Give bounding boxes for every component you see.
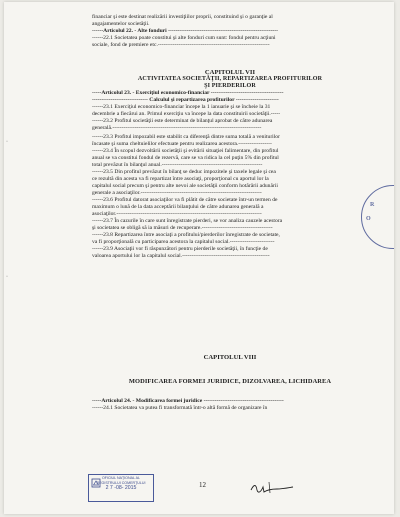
chapter-7-number: CAPITOLUL VII <box>204 69 256 76</box>
stamp-letter: R <box>370 202 375 208</box>
registry-office-line-2: REGISTRULUI COMERŢULUI <box>96 480 146 485</box>
text-line: ------23.9 Asociaţii vor fi răspunzători pentru pierderile societăţii, în funcţie de <box>92 246 268 252</box>
chapter-8-title: MODIFICAREA FORMEI JURIDICE, DIZOLVAREA, LICHIDAREA <box>128 378 332 385</box>
text-line: ------23.1 Exerciţiul economico-financiar începe la 1 ianuarie şi se încheie la 31 <box>92 104 271 110</box>
text-line: financiar şi este destinat realizării investiţiilor proprii, constituind şi o garanţie al <box>92 14 273 20</box>
text-line: ce rezultă din acesta va fi repartizat între asociaţi, proporţional cu aportul lor la <box>92 176 269 182</box>
margin-mark: · <box>6 139 8 145</box>
text-line: ------22.1 Societatea poate constitui şi alte fonduri cum sunt: fondul pentru acţiuni <box>92 35 276 41</box>
text-line: angajamentelor societăţii. <box>92 21 150 27</box>
text-line: generale a asociaţilor.----------------------------------------------------------------- <box>92 190 262 196</box>
text-line: şi societatea se obligă să ia măsuri de recuperare.-------------------------------------- <box>92 225 273 231</box>
signature-icon <box>249 478 295 498</box>
text-line: ------23.2 Profitul societăţii este determinat de bilanţul aprobat de către adunarea <box>92 118 273 124</box>
text-line: valoarea aportului lor la capitalul social.----------------------------------------------- <box>92 253 270 259</box>
registry-logo-icon <box>91 478 101 488</box>
text-line: ------Articolul 22. - Alte fonduri ----------------------------------------------------------- <box>92 28 279 34</box>
text-line: asociaţilor.------------------------------------------------------------------------------ <box>92 211 262 217</box>
registry-office-line-1: OFICIUL NAŢIONAL AL <box>101 476 141 480</box>
text-line: anual se va constitui fondul de rezervă, care se va ridica la cel puţin 5% din profitul <box>92 155 279 161</box>
text-line: generală.-------------------------------------------------------------------------------- <box>92 125 262 131</box>
text-line: ------23.5 Din profitul prevăzut în bilanţ se deduc impozitele şi taxele legale şi cea <box>92 169 276 175</box>
text-line: încasate şi suma cheltuielilor efectuate pentru realizarea acestora.------------------ <box>92 141 272 147</box>
text-line: decembrie a fiecărui an. Primul exerciţiu va începe la data constituirii societăţii.----- <box>92 111 281 117</box>
text-line: -----Articolul 24. - Modificarea formei juridice ------------------------------------------- <box>92 398 284 404</box>
registry-stamp-date: 2 7 -08- 2015 <box>105 485 137 491</box>
text-line: ------23.7 În cazurile în care sunt înregistrate pierderi, se vor analiza cauzele acestora <box>92 218 283 224</box>
text-line: ------23.8 Repartizarea între asociaţi a profitului/pierderilor înregistrate de societate, <box>92 232 280 238</box>
document-page <box>4 2 394 514</box>
text-line: ------24.1 Societatea va putea fi transformată într-o altă formă de organizare în <box>92 405 268 411</box>
text-line: maximum o lună de la data acceptării bilanţului de către adunarea generală a <box>92 204 264 210</box>
chapter-7-title-line-1: ACTIVITATEA SOCIETĂŢII, REPARTIZAREA PROFITURILOR <box>137 76 323 82</box>
registry-stamp <box>88 474 154 502</box>
margin-mark: · <box>6 274 8 280</box>
text-line: ------23.6 Profitul datorat asociaţilor va fi plătit de către societate într-un termen de <box>92 197 278 203</box>
text-line: total prevăzut în bilanţul anual.------------------------------------------------------ <box>92 162 263 168</box>
page-number: 12 <box>199 481 206 489</box>
text-line: ------23.3 Profitul impozabil este stabilit ca diferenţă dintre suma totală a veniturilor <box>92 134 280 140</box>
text-line: va fi proporţională cu participarea acestora la capitalul social.------------------------ <box>92 239 275 245</box>
chapter-8-number: CAPITOLUL VIII <box>203 354 257 361</box>
stamp-letter: O <box>366 216 371 222</box>
text-line: ------23.4 În scopul dezvoltării societăţii şi evitării situaţiei falimentare, din profitul <box>92 148 279 154</box>
round-stamp <box>361 185 394 249</box>
text-line: sociale, fond de premiere etc.------------------------------------------------------------ <box>92 42 270 48</box>
text-line: capitalul social precum şi pentru alte nevoi ale societăţii conform hotărârii adunării <box>92 183 278 189</box>
text-line: ------------------------------ Calculul şi repartizarea profiturilor ----------------------- <box>92 97 279 103</box>
text-line: -----Articolul 23. - Exerciţiul economico-financiar --------------------------------------- <box>92 90 284 96</box>
chapter-7-title-line-2: ŞI PIERDERILOR <box>204 83 256 89</box>
